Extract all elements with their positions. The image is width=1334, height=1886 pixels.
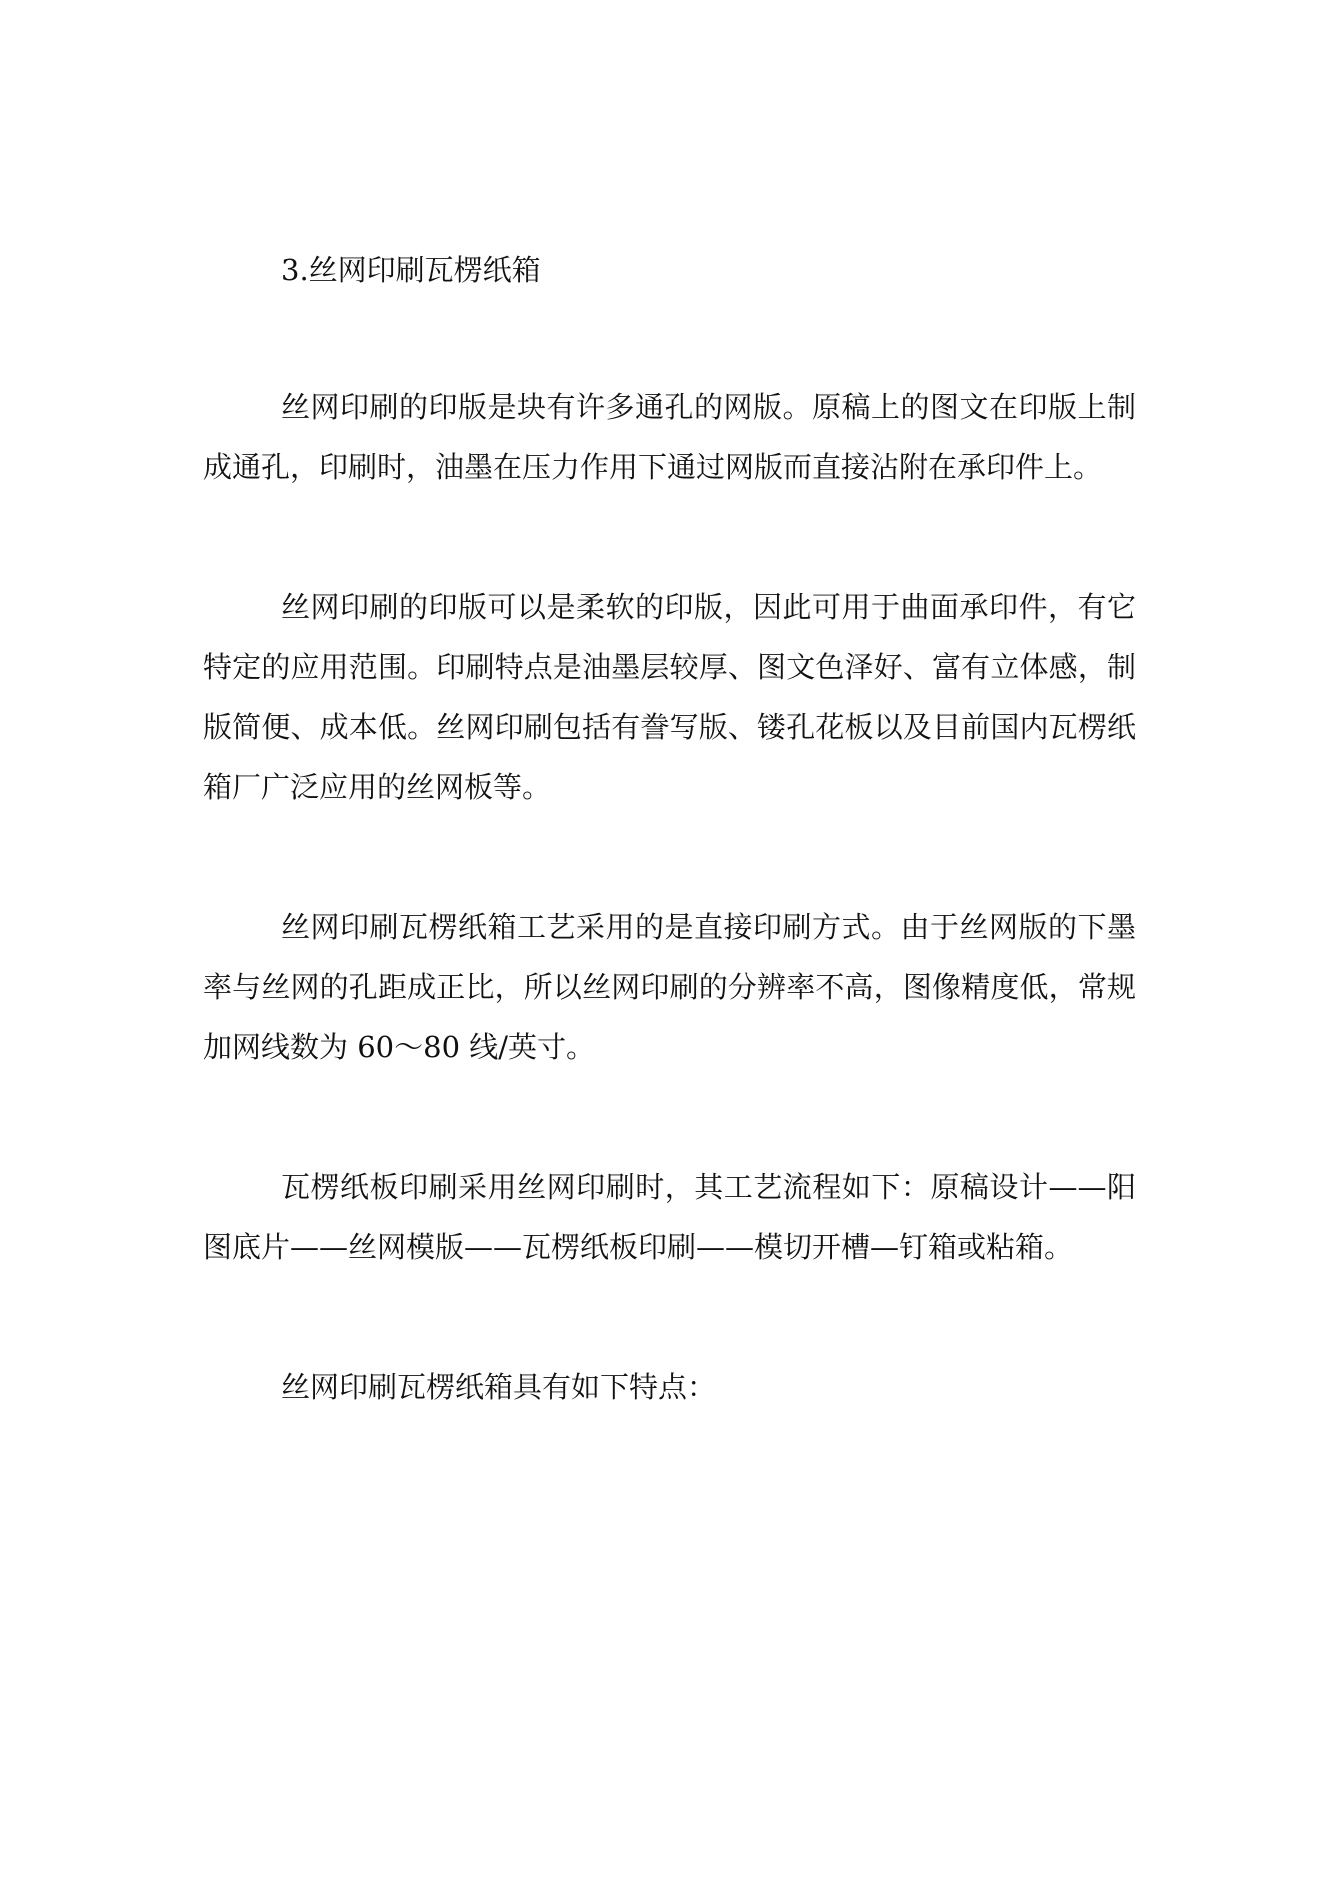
paragraph: 丝网印刷的印版可以是柔软的印版，因此可用于曲面承印件，有它特定的应用范围。印刷特点是油墨层较厚、图文色泽好、富有立体感，制版简便、成本低。丝网印刷包括有誊写版、镂孔花板以及目前国内瓦楞纸箱厂广泛应用的丝网板等。 (203, 590, 1136, 804)
spacer (203, 1077, 1136, 1157)
paragraph: 瓦楞纸板印刷采用丝网印刷时，其工艺流程如下：原稿设计——阳图底片——丝网模版——瓦楞纸板印刷——模切开槽—钉箱或粘箱。 (203, 1170, 1136, 1264)
paragraph: 丝网印刷瓦楞纸箱工艺采用的是直接印刷方式。由于丝网版的下墨率与丝网的孔距成正比，所以丝网印刷的分辨率不高，图像精度低，常规加网线数为 60～80 线/英寸。 (203, 910, 1136, 1064)
document-body (203, 240, 1136, 1417)
spacer (203, 497, 1136, 577)
paragraph: 丝网印刷的印版是块有许多通孔的网版。原稿上的图文在印版上制成通孔，印刷时，油墨在压力作用下通过网版而直接沾附在承印件上。 (203, 390, 1136, 484)
spacer (203, 817, 1136, 897)
spacer (203, 300, 1136, 377)
spacer (203, 1277, 1136, 1357)
section-title: 3.丝网印刷瓦楞纸箱 (281, 253, 541, 287)
paragraph: 丝网印刷瓦楞纸箱具有如下特点： (281, 1370, 717, 1404)
